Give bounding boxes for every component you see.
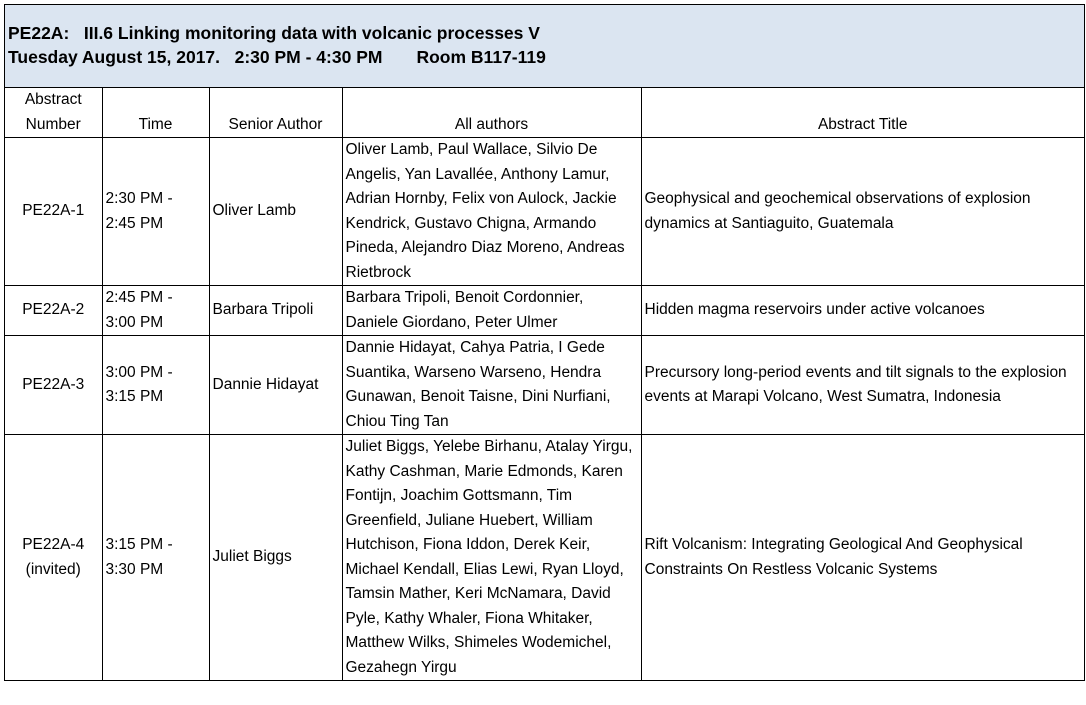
- table-row: [5, 336, 1084, 435]
- column-header-abstract-number-line2: Number: [25, 115, 81, 133]
- time-cell: [102, 286, 209, 336]
- time-start: 2:45 PM -: [105, 289, 173, 306]
- time-start: 2:30 PM -: [105, 190, 173, 207]
- column-header-abstract-number-line1: Abstract: [24, 91, 82, 108]
- time-end: 3:00 PM: [105, 313, 164, 331]
- all-authors: Dannie Hidayat, Cahya Patria, I Gede Suantika, Warseno Warseno, Hendra Gunawan, Benoit Taisne, Dini Nurfiani, Chiou Ting Tan: [342, 336, 641, 435]
- table-header-row: [5, 88, 1084, 138]
- column-header-time: Time: [102, 88, 209, 138]
- senior-author: Juliet Biggs: [209, 435, 342, 681]
- column-header-abstract-title: Abstract Title: [641, 88, 1084, 138]
- column-header-abstract-number: [5, 88, 102, 138]
- abstract-title: Geophysical and geochemical observations of explosion dynamics at Santiaguito, Guatemala: [641, 138, 1084, 286]
- session-title: PE22A: III.6 Linking monitoring data with volcanic processes V: [8, 23, 540, 43]
- abstract-number-cell: [5, 138, 102, 286]
- time-cell: [102, 435, 209, 681]
- all-authors: Barbara Tripoli, Benoit Cordonnier, Daniele Giordano, Peter Ulmer: [342, 286, 641, 336]
- all-authors: Oliver Lamb, Paul Wallace, Silvio De Angelis, Yan Lavallée, Anthony Lamur, Adrian Hornby, Felix von Aulock, Jackie Kendrick, Gustavo Chigna, Armando Pineda, Alejandro Diaz Moreno, Andreas Rietbrock: [342, 138, 641, 286]
- time-cell: [102, 138, 209, 286]
- abstract-title: Precursory long-period events and tilt signals to the explosion events at Marapi Volcano, West Sumatra, Indonesia: [641, 336, 1084, 435]
- time-start: 3:00 PM -: [105, 363, 173, 381]
- session-banner: [5, 5, 1084, 88]
- abstract-number: PE22A-2: [22, 301, 85, 319]
- abstract-title: Rift Volcanism: Integrating Geological And Geophysical Constraints On Restless Volcanic Systems: [641, 435, 1084, 681]
- senior-author: Barbara Tripoli: [209, 286, 342, 336]
- table-row: [5, 286, 1084, 336]
- abstract-number-note: (invited): [25, 560, 81, 578]
- schedule-table: [5, 88, 1084, 681]
- senior-author: Dannie Hidayat: [209, 336, 342, 435]
- abstract-number-cell: [5, 435, 102, 681]
- column-header-all-authors: All authors: [342, 88, 641, 138]
- session-datetime-room: Tuesday August 15, 2017. 2:30 PM - 4:30 PM Room B117-119: [8, 47, 546, 67]
- abstract-number: PE22A-3: [22, 375, 85, 393]
- senior-author: Oliver Lamb: [209, 138, 342, 286]
- time-end: 3:30 PM: [105, 560, 164, 578]
- abstract-number-cell: [5, 286, 102, 336]
- time-end: 3:15 PM: [105, 388, 164, 405]
- column-header-senior-author: Senior Author: [209, 88, 342, 138]
- time-cell: [102, 336, 209, 435]
- time-end: 2:45 PM: [105, 214, 164, 232]
- time-start: 3:15 PM -: [105, 536, 173, 553]
- abstract-title: Hidden magma reservoirs under active volcanoes: [641, 286, 1084, 336]
- table-row: [5, 435, 1084, 681]
- abstract-number: PE22A-4: [22, 536, 85, 553]
- table-row: [5, 138, 1084, 286]
- abstract-number: PE22A-1: [22, 202, 85, 220]
- session-sheet: [4, 4, 1085, 681]
- abstract-number-cell: [5, 336, 102, 435]
- all-authors: Juliet Biggs, Yelebe Birhanu, Atalay Yirgu, Kathy Cashman, Marie Edmonds, Karen Fontijn, Joachim Gottsmann, Tim Greenfield, Juliane Huebert, William Hutchison, Fiona Iddon, Derek Keir, Michael Kendall, Elias Lewi, Ryan Lloyd, Tamsin Mather, Keri McNamara, David Pyle, Kathy Whaler, Fiona Whitaker, Matthew Wilks, Shimeles Wodemichel, Gezahegn Yirgu: [342, 435, 641, 681]
